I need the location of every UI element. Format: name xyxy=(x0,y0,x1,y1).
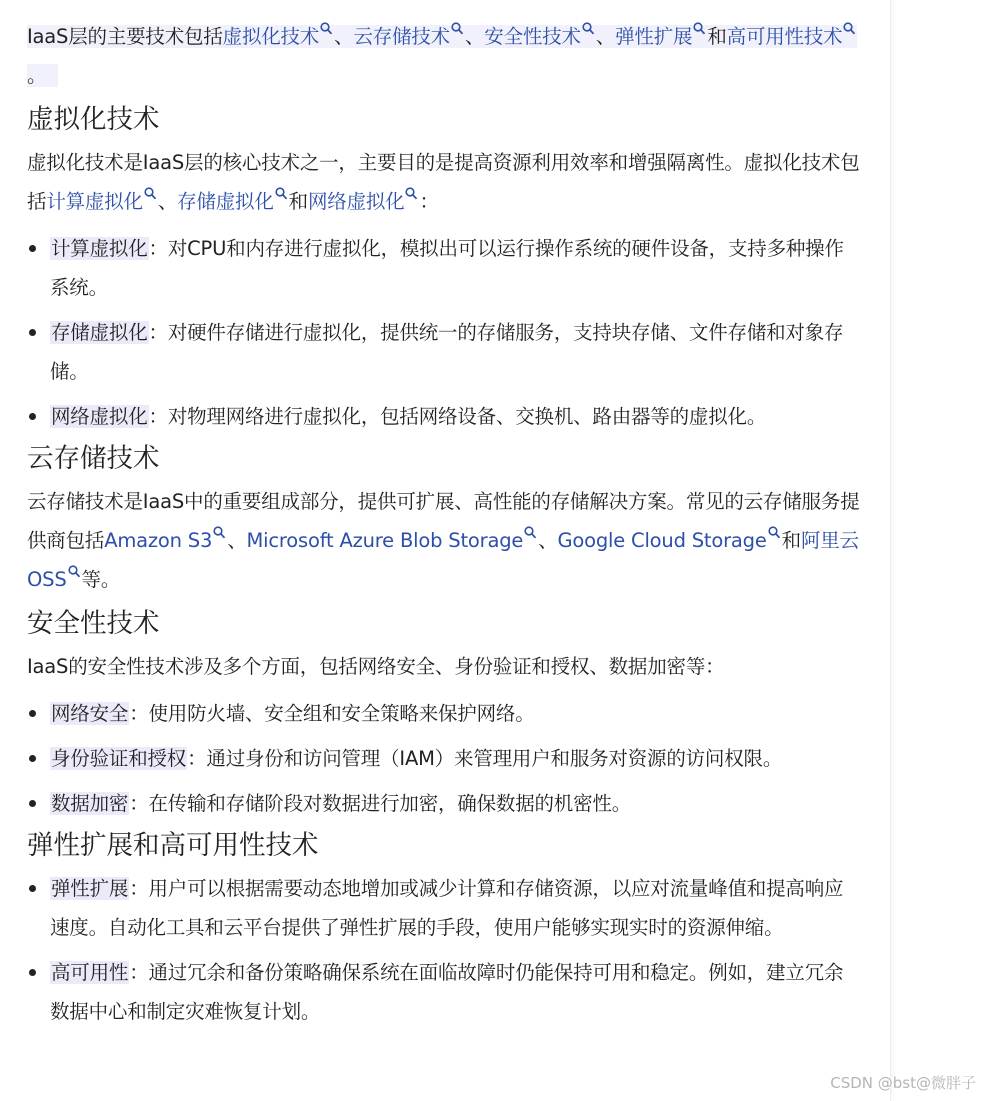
list-item xyxy=(27,229,862,307)
link-security[interactable]: 安全性技术 xyxy=(484,25,581,48)
item-text: ：使用防火墙、安全组和安全策略来保护网络。 xyxy=(129,702,535,725)
heading-security: 安全性技术 xyxy=(27,608,160,639)
list-item xyxy=(27,869,862,947)
intro-paragraph xyxy=(27,17,862,95)
search-icon[interactable] xyxy=(144,187,157,201)
term-highlight: 数据加密 xyxy=(51,792,129,815)
search-icon[interactable] xyxy=(451,22,464,36)
link-compute-virtualization[interactable]: 计算虚拟化 xyxy=(46,190,143,213)
conjunction: 和 xyxy=(288,190,308,213)
term-highlight: 弹性扩展 xyxy=(51,877,129,900)
storage-paragraph xyxy=(27,482,862,599)
link-aliyun-oss[interactable]: 阿里云OSS xyxy=(27,529,859,591)
intro-text: IaaS层的主要技术包括 xyxy=(27,25,223,48)
term-highlight: 存储虚拟化 xyxy=(51,321,148,344)
bullet-dot xyxy=(29,885,36,892)
separator: 、 xyxy=(538,529,558,552)
list-item xyxy=(27,953,862,1031)
security-list xyxy=(27,694,862,823)
item-text: ：对硬件存储进行虚拟化，提供统一的存储服务，支持块存储、文件存储和对象存储。 xyxy=(50,321,844,383)
search-icon[interactable] xyxy=(843,22,856,36)
separator: 、 xyxy=(157,190,178,213)
link-network-virtualization[interactable]: 网络虚拟化 xyxy=(307,190,405,213)
bullet-dot xyxy=(29,413,36,420)
csdn-watermark: CSDN @bst@微胖子 xyxy=(830,1074,976,1092)
term-highlight: 计算虚拟化 xyxy=(51,237,148,260)
separator: 、 xyxy=(464,25,485,48)
colon: ： xyxy=(419,190,439,213)
list-item xyxy=(27,397,862,436)
list-item xyxy=(27,694,862,733)
separator: 、 xyxy=(227,529,247,552)
link-virtualization[interactable]: 虚拟化技术 xyxy=(222,25,320,48)
separator: 、 xyxy=(595,25,616,48)
term-highlight: 高可用性 xyxy=(51,961,129,984)
item-text: ：对CPU和内存进行虚拟化，模拟出可以运行操作系统的硬件设备，支持多种操作系统。 xyxy=(50,237,844,299)
elastic-list xyxy=(27,869,862,1031)
paragraph-text: 虚拟化技术是IaaS层的核心技术之一，主要目的是提高资源利用效率和增强隔离性。虚拟化技术包括 xyxy=(27,151,860,213)
item-text: ：通过身份和访问管理（IAM）来管理用户和服务对资源的访问权限。 xyxy=(187,747,783,770)
search-icon[interactable] xyxy=(275,187,288,201)
ending: 等。 xyxy=(81,568,121,591)
link-storage-virtualization[interactable]: 存储虚拟化 xyxy=(177,190,274,213)
list-item xyxy=(27,313,862,391)
link-cloud-storage[interactable]: 云存储技术 xyxy=(353,25,450,48)
bullet-dot xyxy=(29,710,36,717)
link-amazon-s3[interactable]: Amazon S3 xyxy=(104,529,213,552)
term-highlight: 身份验证和授权 xyxy=(51,747,187,770)
link-google-cloud-storage[interactable]: Google Cloud Storage xyxy=(557,529,767,552)
security-paragraph: IaaS的安全性技术涉及多个方面，包括网络安全、身份验证和授权、数据加密等： xyxy=(27,655,725,678)
term-highlight: 网络虚拟化 xyxy=(51,405,148,428)
term-highlight: 网络安全 xyxy=(51,702,129,725)
list-item xyxy=(27,739,862,778)
item-text: ：用户可以根据需要动态地增加或减少计算和存储资源，以应对流量峰值和提高响应速度。自动化工具和云平台提供了弹性扩展的手段，使用户能够实现实时的资源伸缩。 xyxy=(50,877,844,939)
link-high-availability[interactable]: 高可用性技术 xyxy=(726,25,843,48)
period: 。 xyxy=(27,64,47,87)
search-icon[interactable] xyxy=(68,565,81,579)
search-icon[interactable] xyxy=(693,22,706,36)
heading-elastic-ha: 弹性扩展和高可用性技术 xyxy=(27,830,319,861)
item-text: ：通过冗余和备份策略确保系统在面临故障时仍能保持可用和稳定。例如，建立冗余数据中心和制定灾难恢复计划。 xyxy=(50,961,844,1023)
bullet-dot xyxy=(29,329,36,336)
bullet-dot xyxy=(29,245,36,252)
search-icon[interactable] xyxy=(768,526,781,540)
search-icon[interactable] xyxy=(320,22,333,36)
bullet-dot xyxy=(29,755,36,762)
heading-cloud-storage: 云存储技术 xyxy=(27,443,160,474)
list-item xyxy=(27,784,862,823)
link-azure-blob-storage[interactable]: Microsoft Azure Blob Storage xyxy=(246,529,524,552)
bullet-dot xyxy=(29,800,36,807)
conjunction: 和 xyxy=(781,529,801,552)
search-icon[interactable] xyxy=(405,187,418,201)
link-elastic-scaling[interactable]: 弹性扩展 xyxy=(615,25,693,48)
item-text: ：对物理网络进行虚拟化，包括网络设备、交换机、路由器等的虚拟化。 xyxy=(148,405,767,428)
article-content xyxy=(27,17,862,1037)
search-icon[interactable] xyxy=(213,526,226,540)
conjunction: 和 xyxy=(707,25,727,48)
virtualization-list xyxy=(27,229,862,436)
paragraph-text: 云存储技术是IaaS中的重要组成部分，提供可扩展、高性能的存储解决方案。常见的云存储服务提供商包括 xyxy=(27,490,860,552)
search-icon[interactable] xyxy=(582,22,595,36)
separator: 、 xyxy=(334,25,354,48)
heading-virtualization: 虚拟化技术 xyxy=(27,104,160,135)
virtualization-paragraph xyxy=(27,143,862,221)
item-text: ：在传输和存储阶段对数据进行加密，确保数据的机密性。 xyxy=(129,792,632,815)
bullet-dot xyxy=(29,969,36,976)
search-icon[interactable] xyxy=(524,526,537,540)
